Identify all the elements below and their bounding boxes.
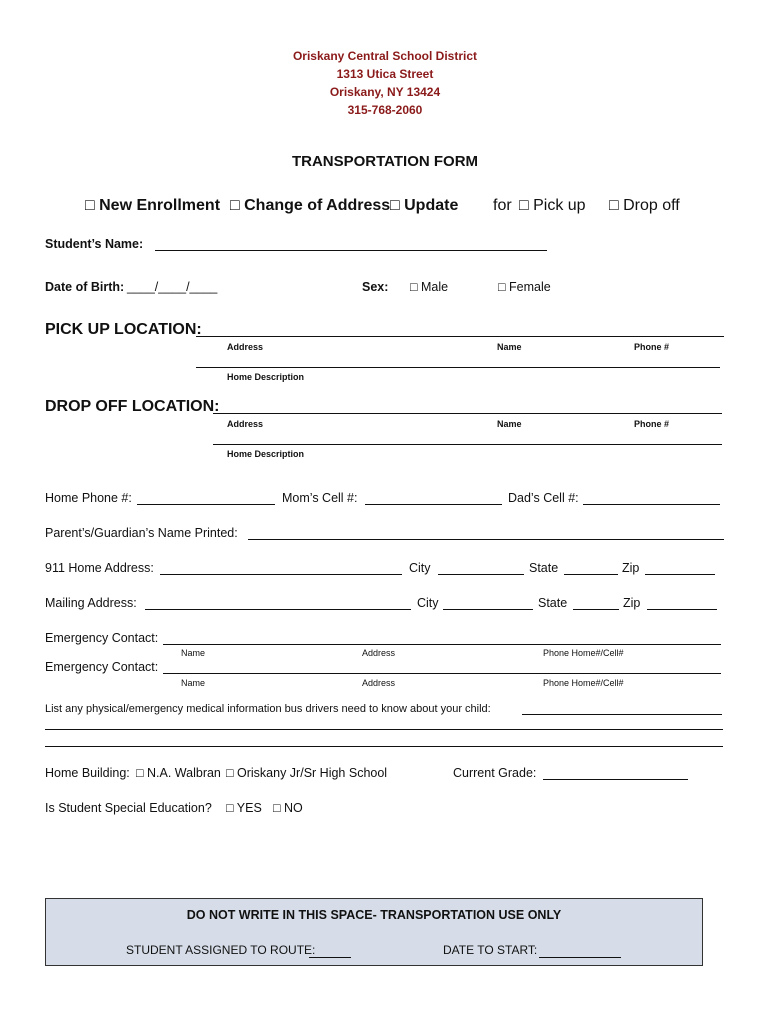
home-address-911-field[interactable]	[160, 574, 402, 575]
new-enrollment-checkbox[interactable]: □ New Enrollment	[85, 197, 221, 214]
dropoff-checkbox[interactable]: □ Drop off	[609, 197, 680, 214]
district-city: Oriskany, NY 13424	[329, 85, 441, 99]
emergency-name-caption: Name	[181, 648, 206, 658]
home-city-label: City	[409, 561, 431, 575]
for-label: for	[493, 197, 512, 214]
home-state-label: State	[529, 561, 559, 575]
special-ed-label: Is Student Special Education?	[45, 801, 212, 815]
emergency-contact-label: Emergency Contact:	[45, 631, 159, 645]
dropoff-name-caption: Name	[497, 419, 522, 429]
district-phone: 315-768-2060	[347, 103, 423, 117]
route-field[interactable]	[309, 957, 351, 958]
guardian-name-field[interactable]	[248, 539, 724, 540]
mailing-state-field[interactable]	[573, 609, 619, 610]
medical-info-field[interactable]	[522, 714, 722, 715]
pickup-description-caption: Home Description	[227, 372, 305, 382]
home-address-911-label: 911 Home Address:	[45, 561, 154, 575]
office-use-box	[45, 898, 703, 966]
update-checkbox[interactable]: □ Update	[390, 197, 459, 214]
emergency-address-caption: Address	[362, 678, 396, 688]
mailing-zip-field[interactable]	[647, 609, 717, 610]
mom-cell-field[interactable]	[365, 504, 502, 505]
home-zip-label: Zip	[622, 561, 640, 575]
form-title: TRANSPORTATION FORM	[291, 153, 479, 170]
date-to-start-label: DATE TO START:	[443, 943, 538, 957]
office-use-title: DO NOT WRITE IN THIS SPACE- TRANSPORTATION USE ONLY	[186, 908, 562, 922]
medical-info-field[interactable]	[45, 729, 723, 730]
home-zip-field[interactable]	[645, 574, 715, 575]
route-label: STUDENT ASSIGNED TO ROUTE:	[126, 943, 316, 957]
student-name-field[interactable]	[155, 250, 547, 251]
dropoff-description-field[interactable]	[213, 444, 722, 445]
current-grade-field[interactable]	[543, 779, 688, 780]
pickup-address-field[interactable]	[196, 336, 724, 337]
guardian-name-label: Parent’s/Guardian’s Name Printed:	[45, 526, 238, 540]
dad-cell-field[interactable]	[583, 504, 720, 505]
mailing-city-label: City	[417, 596, 439, 610]
dropoff-phone-caption: Phone #	[634, 419, 670, 429]
dropoff-description-caption: Home Description	[227, 449, 305, 459]
pickup-phone-caption: Phone #	[634, 342, 670, 352]
emergency-contact-field[interactable]	[163, 644, 721, 645]
pickup-checkbox[interactable]: □ Pick up	[519, 197, 586, 214]
emergency-phone-caption: Phone Home#/Cell#	[543, 678, 624, 688]
dob-field[interactable]: ____/____/____	[127, 280, 218, 294]
emergency-contact-field[interactable]	[163, 673, 721, 674]
mom-cell-label: Mom’s Cell #:	[282, 491, 358, 505]
emergency-contact-label: Emergency Contact:	[45, 660, 159, 674]
date-to-start-field[interactable]	[539, 957, 621, 958]
district-name: Oriskany Central School District	[292, 49, 478, 63]
oriskany-hs-checkbox[interactable]: □ Oriskany Jr/Sr High School	[226, 766, 388, 780]
mailing-state-label: State	[538, 596, 568, 610]
medical-info-label: List any physical/emergency medical information bus drivers need to know about your child:	[45, 703, 491, 715]
female-checkbox[interactable]: □ Female	[498, 280, 551, 294]
pickup-address-caption: Address	[227, 342, 264, 352]
emergency-phone-caption: Phone Home#/Cell#	[543, 648, 624, 658]
home-building-label: Home Building:	[45, 766, 130, 780]
student-name-label: Student’s Name:	[45, 237, 144, 251]
mailing-address-field[interactable]	[145, 609, 411, 610]
sex-label: Sex:	[362, 280, 389, 294]
current-grade-label: Current Grade:	[453, 766, 537, 780]
pickup-name-caption: Name	[497, 342, 522, 352]
walbran-checkbox[interactable]: □ N.A. Walbran	[136, 766, 221, 780]
emergency-name-caption: Name	[181, 678, 206, 688]
dropoff-location-label: DROP OFF LOCATION:	[45, 398, 220, 415]
dropoff-address-caption: Address	[227, 419, 264, 429]
emergency-address-caption: Address	[362, 648, 396, 658]
pickup-location-label: PICK UP LOCATION:	[45, 321, 202, 338]
mailing-zip-label: Zip	[623, 596, 641, 610]
dob-label: Date of Birth:	[45, 280, 125, 294]
mailing-address-label: Mailing Address:	[45, 596, 137, 610]
special-ed-no-checkbox[interactable]: □ NO	[273, 801, 303, 815]
home-phone-label: Home Phone #:	[45, 491, 132, 505]
dropoff-address-field[interactable]	[213, 413, 722, 414]
male-checkbox[interactable]: □ Male	[410, 280, 449, 294]
home-phone-field[interactable]	[137, 504, 275, 505]
change-address-checkbox[interactable]: □ Change of Address	[230, 197, 391, 214]
medical-info-field[interactable]	[45, 746, 723, 747]
home-city-field[interactable]	[438, 574, 524, 575]
special-ed-yes-checkbox[interactable]: □ YES	[226, 801, 262, 815]
dad-cell-label: Dad’s Cell #:	[508, 491, 579, 505]
mailing-city-field[interactable]	[443, 609, 533, 610]
district-street: 1313 Utica Street	[336, 67, 434, 81]
home-state-field[interactable]	[564, 574, 618, 575]
pickup-description-field[interactable]	[196, 367, 720, 368]
